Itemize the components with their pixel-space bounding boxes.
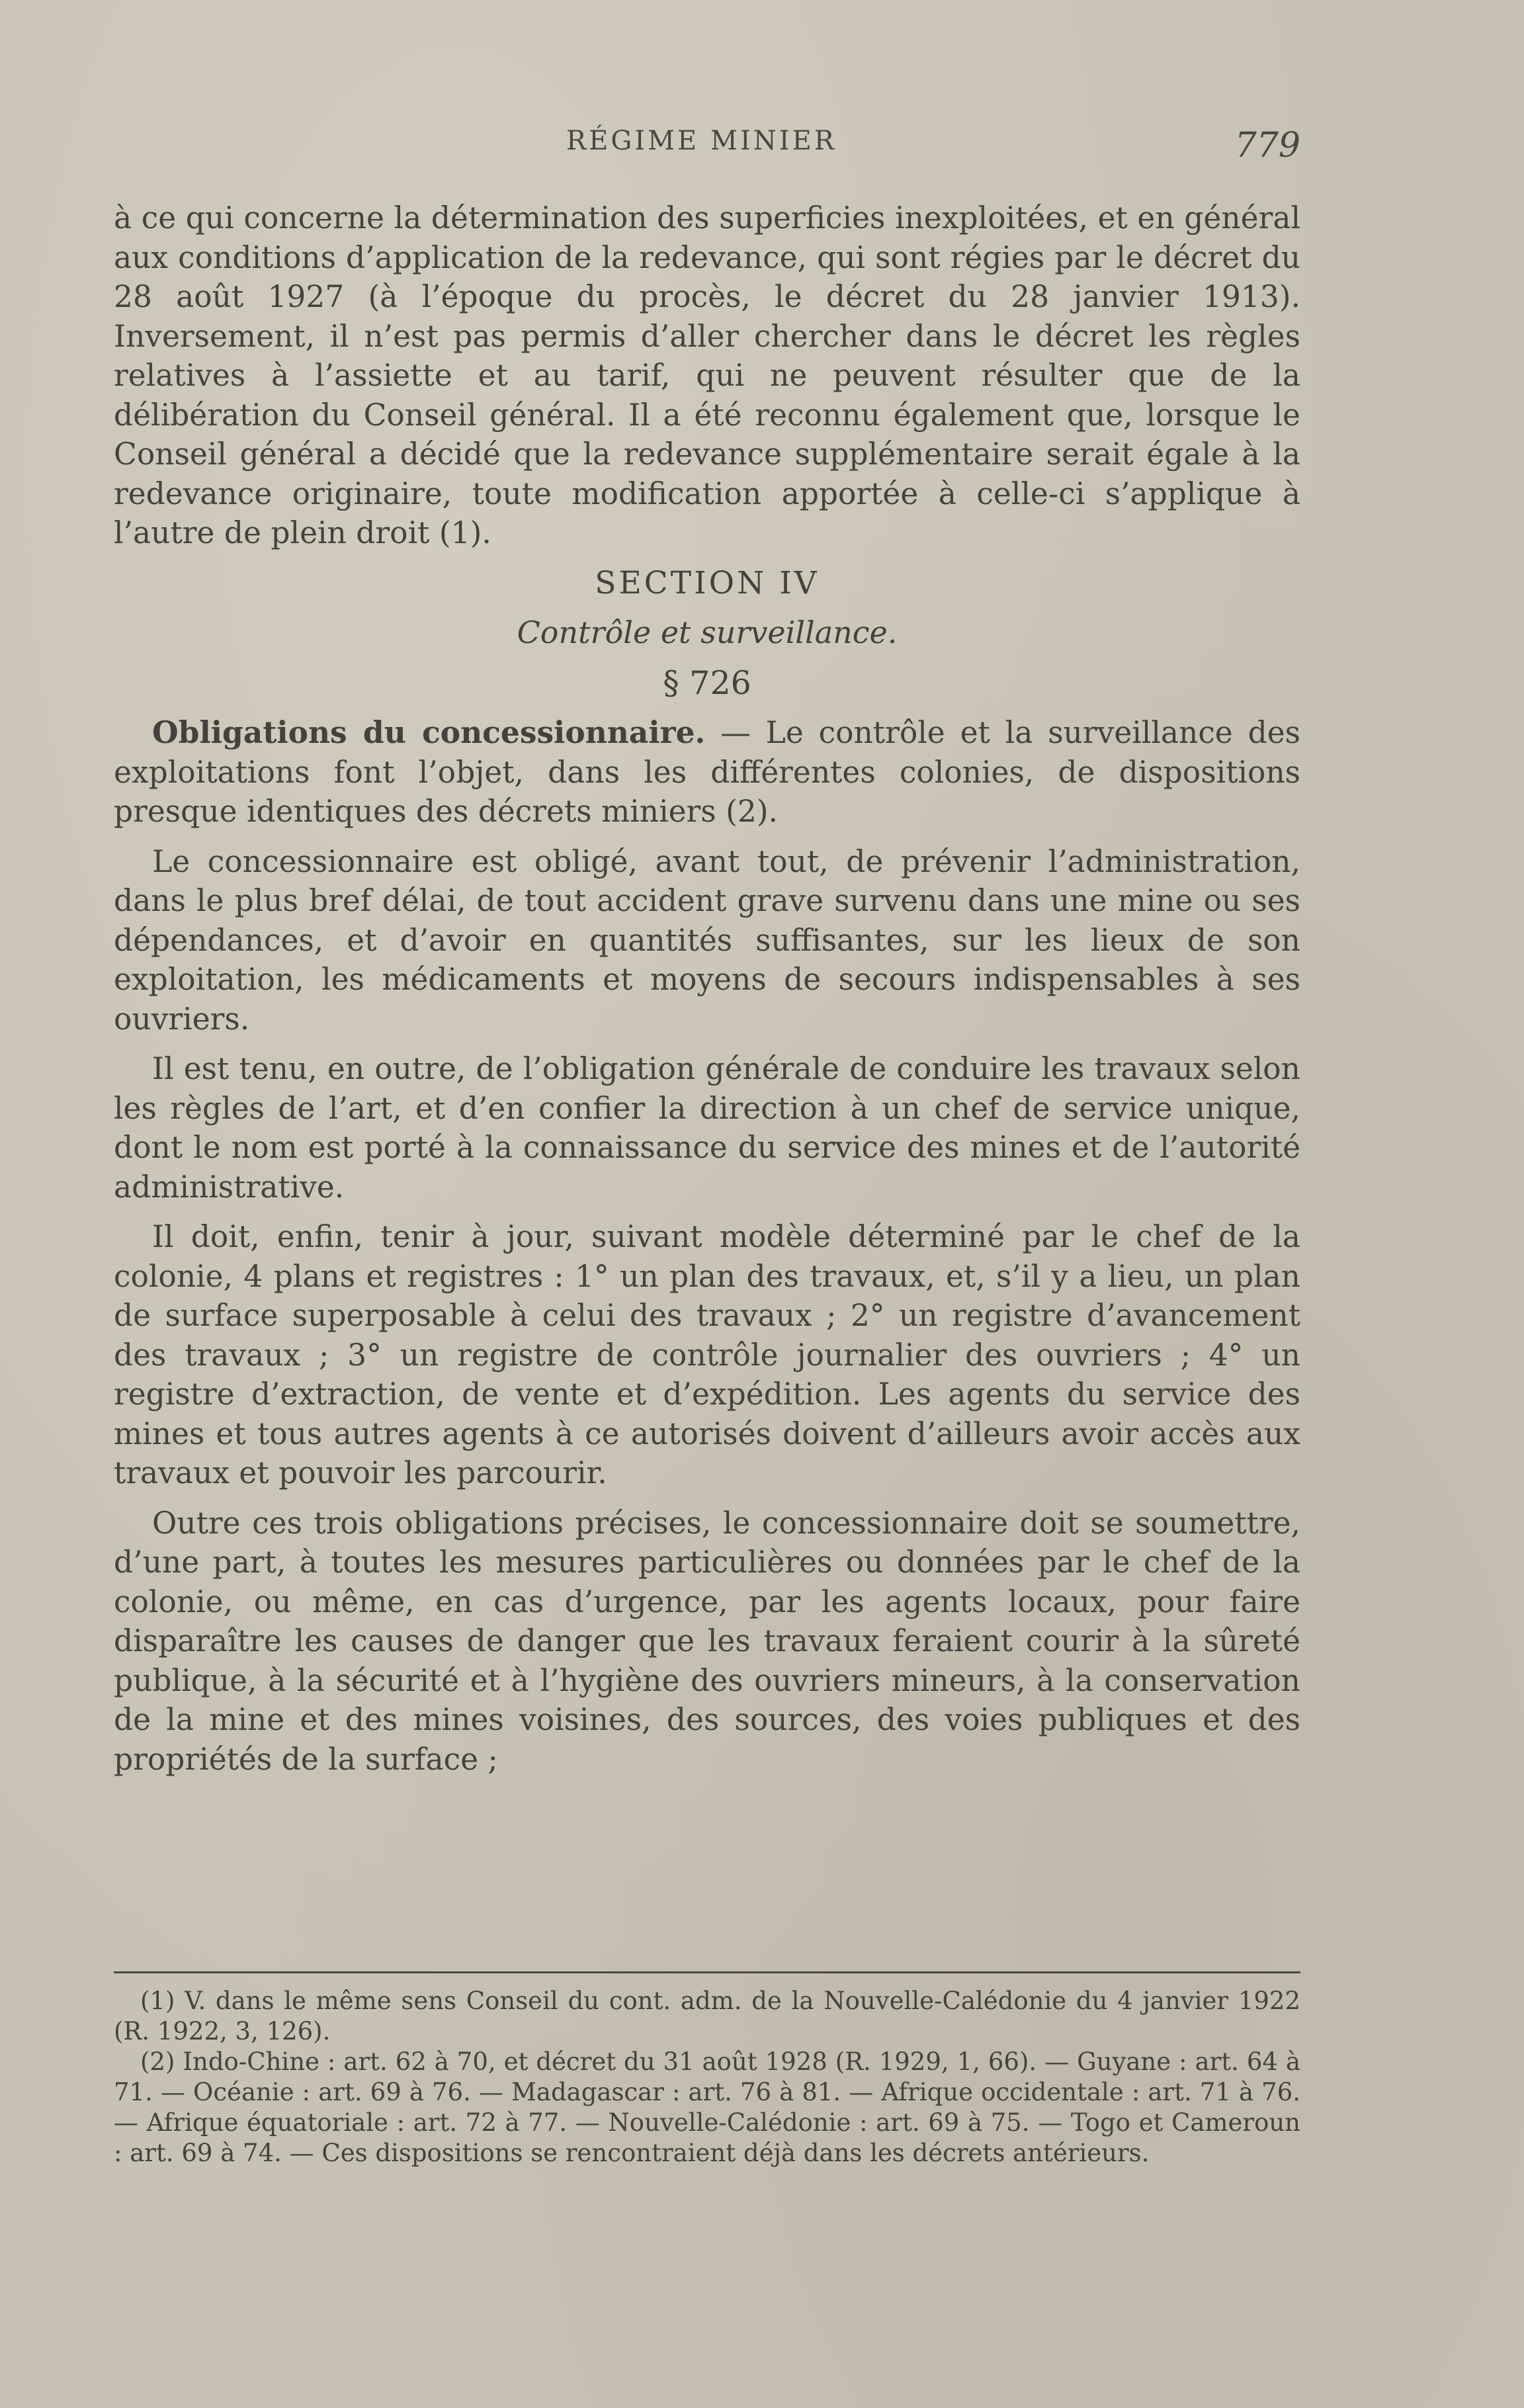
section-subtitle: Contrôle et surveillance.: [517, 615, 898, 650]
footnotes: [114, 1986, 1300, 2169]
paragraph-registres: Il doit, enfin, tenir à jour, suivant modèle déterminé par le chef de la colonie, 4 plans et registres : 1° un plan des travaux, et, s’il y a lieu, un plan de surface superposable à celui des travaux ; 2° un registre d’avancement des travaux ; 3° un registre de contrôle journalier des ouvriers ; 4° un registre d’extraction, de vente et d’expédition. Les agents du service des mines et tous autres agents à ce autorisés doivent d’ailleurs avoir accès aux travaux et pouvoir les parcourir.: [114, 1219, 1300, 1490]
paragraph-travaux: Il est tenu, en outre, de l’obligation générale de conduire les travaux selon les règles de l’art, et d’en confier la direction à un chef de service unique, dont le nom est porté à la connaissance du service des mines et de l’autorité administrative.: [114, 1051, 1300, 1205]
running-title: RÉGIME MINIER: [566, 126, 837, 156]
paragraph-accident: Le concessionnaire est obligé, avant tout, de prévenir l’administration, dans le plus bref délai, de tout accident grave survenu dans une mine ou ses dépendances, et d’avoir en quantités suffisantes, sur les lieux de son exploitation, les médicaments et moyens de secours indispensables à ses ouvriers.: [114, 843, 1300, 1037]
footnote-divider: [114, 1971, 1300, 1973]
main-text: [114, 198, 1300, 1789]
paragraph-lead-text: — Le contrôle et la surveillance des exploitations font l’objet, dans les différentes colonies, de dispositions presque identiques des décrets miniers (2).: [114, 715, 1301, 829]
footnote-1: (1) V. dans le même sens Conseil du cont. adm. de la Nouvelle-Calédonie du 4 janvier 1922 (R. 1922, 3, 126).: [114, 1987, 1300, 2045]
section-heading: SECTION IV: [595, 564, 820, 601]
paragraph-continued: à ce qui concerne la détermination des superficies inexploitées, et en général aux conditions d’application de la redevance, qui sont régies par le décret du 28 août 1927 (à l’époque du procès, le décret du 28 janvier 1913). Inversement, il n’est pas permis d’aller chercher dans le décret les règles relatives à l’assiette et au tarif, qui ne peuvent résulter que de la délibération du Conseil général. Il a été reconnu également que, lorsque le Conseil général a décidé que la redevance supplémentaire serait égale à la redevance originaire, toute modification apportée à celle-ci s’applique à l’autre de plein droit (1).: [114, 200, 1300, 550]
paragraph-mesures: Outre ces trois obligations précises, le concessionnaire doit se soumettre, d’une part, à toutes les mesures particulières ou données par le chef de la colonie, ou même, en cas d’urgence, par les agents locaux, pour faire disparaître les causes de danger que les travaux feraient courir à la sûreté publique, à la sécurité et à l’hygiène des ouvriers mineurs, à la conservation de la mine et des mines voisines, des sources, des voies publiques et des propriétés de la surface ;: [114, 1505, 1300, 1777]
book-page: [114, 0, 1300, 2408]
running-head: [114, 126, 1300, 172]
page-number: 779: [1234, 126, 1300, 165]
footnote-2: (2) Indo-Chine : art. 62 à 70, et décret du 31 août 1928 (R. 1929, 1, 66). — Guyane : art. 64 à 71. — Océanie : art. 69 à 76. — Madagascar : art. 76 à 81. — Afrique occidentale : art. 71 à 76. — Afrique équatoriale : art. 72 à 77. — Nouvelle-Calédonie : art. 69 à 75. — Togo et Cameroun : art. 69 à 74. — Ces dispositions se rencontraient déjà dans les décrets antérieurs.: [114, 2047, 1300, 2167]
paragraph-lead-title: Obligations du concessionnaire.: [152, 714, 706, 750]
paragraph-number: § 726: [663, 664, 751, 702]
paragraph-obligations: [114, 713, 1300, 832]
